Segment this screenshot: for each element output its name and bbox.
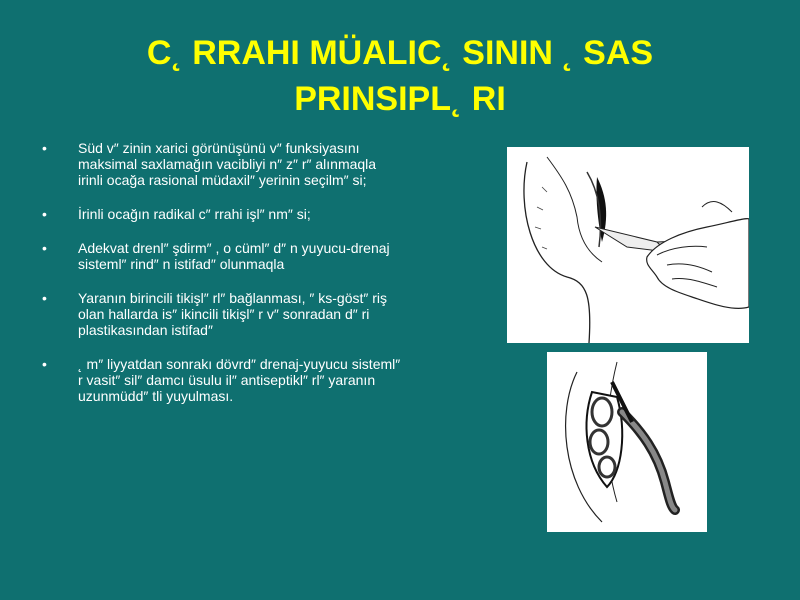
drainage-tube-illustration xyxy=(547,352,707,532)
surgical-incision-illustration xyxy=(507,147,749,343)
bullet-dot: • xyxy=(42,290,47,306)
bullet-text: Yaranın birincili tikişl″ rl″ bağlanması, ″ ks-göst″ riş olan hallarda is″ ikincili tikişl″ r v″ sonradan d″ ri plastikasından istifad″ xyxy=(78,290,387,338)
bullet-dot: • xyxy=(42,140,47,156)
bullet-dot: • xyxy=(42,206,47,222)
bullet-list xyxy=(42,140,402,422)
bullet-dot: • xyxy=(42,240,47,256)
title-line-1: C˛ RRAHI MÜALIC˛ SININ ˛ SAS xyxy=(146,34,654,72)
list-item xyxy=(42,140,402,188)
bullet-text: ˛ m″ liyyatdan sonrakı dövrd″ drenaj-yuyucu sisteml″ r vasit″ sil″ damcı üsulu il″ antiseptikl″ rl″ yaranın uzunmüdd″ tli yuyulması. xyxy=(78,356,401,404)
list-item xyxy=(42,356,402,404)
title-line-2: PRINSIPL˛ RI xyxy=(294,80,506,118)
slide-title xyxy=(40,30,760,122)
bullet-text: Süd v″ zinin xarici görünüşünü v″ funksiyasını maksimal saxlamağın vacibliyi n″ z″ r″ alınmaqla irinli ocağa rasional müdaxil″ yerinin seçilm″ si; xyxy=(78,140,377,188)
bullet-text: İrinli ocağın radikal c″ rrahi işl″ nm″ si; xyxy=(78,206,311,222)
bullet-text: Adekvat drenl″ şdirm″ , o cüml″ d″ n yuyucu-drenaj sisteml″ rind″ n istifad″ olunmaqla xyxy=(78,240,390,272)
bullet-dot: • xyxy=(42,356,47,372)
list-item xyxy=(42,206,402,222)
list-item xyxy=(42,240,402,272)
list-item xyxy=(42,290,402,338)
